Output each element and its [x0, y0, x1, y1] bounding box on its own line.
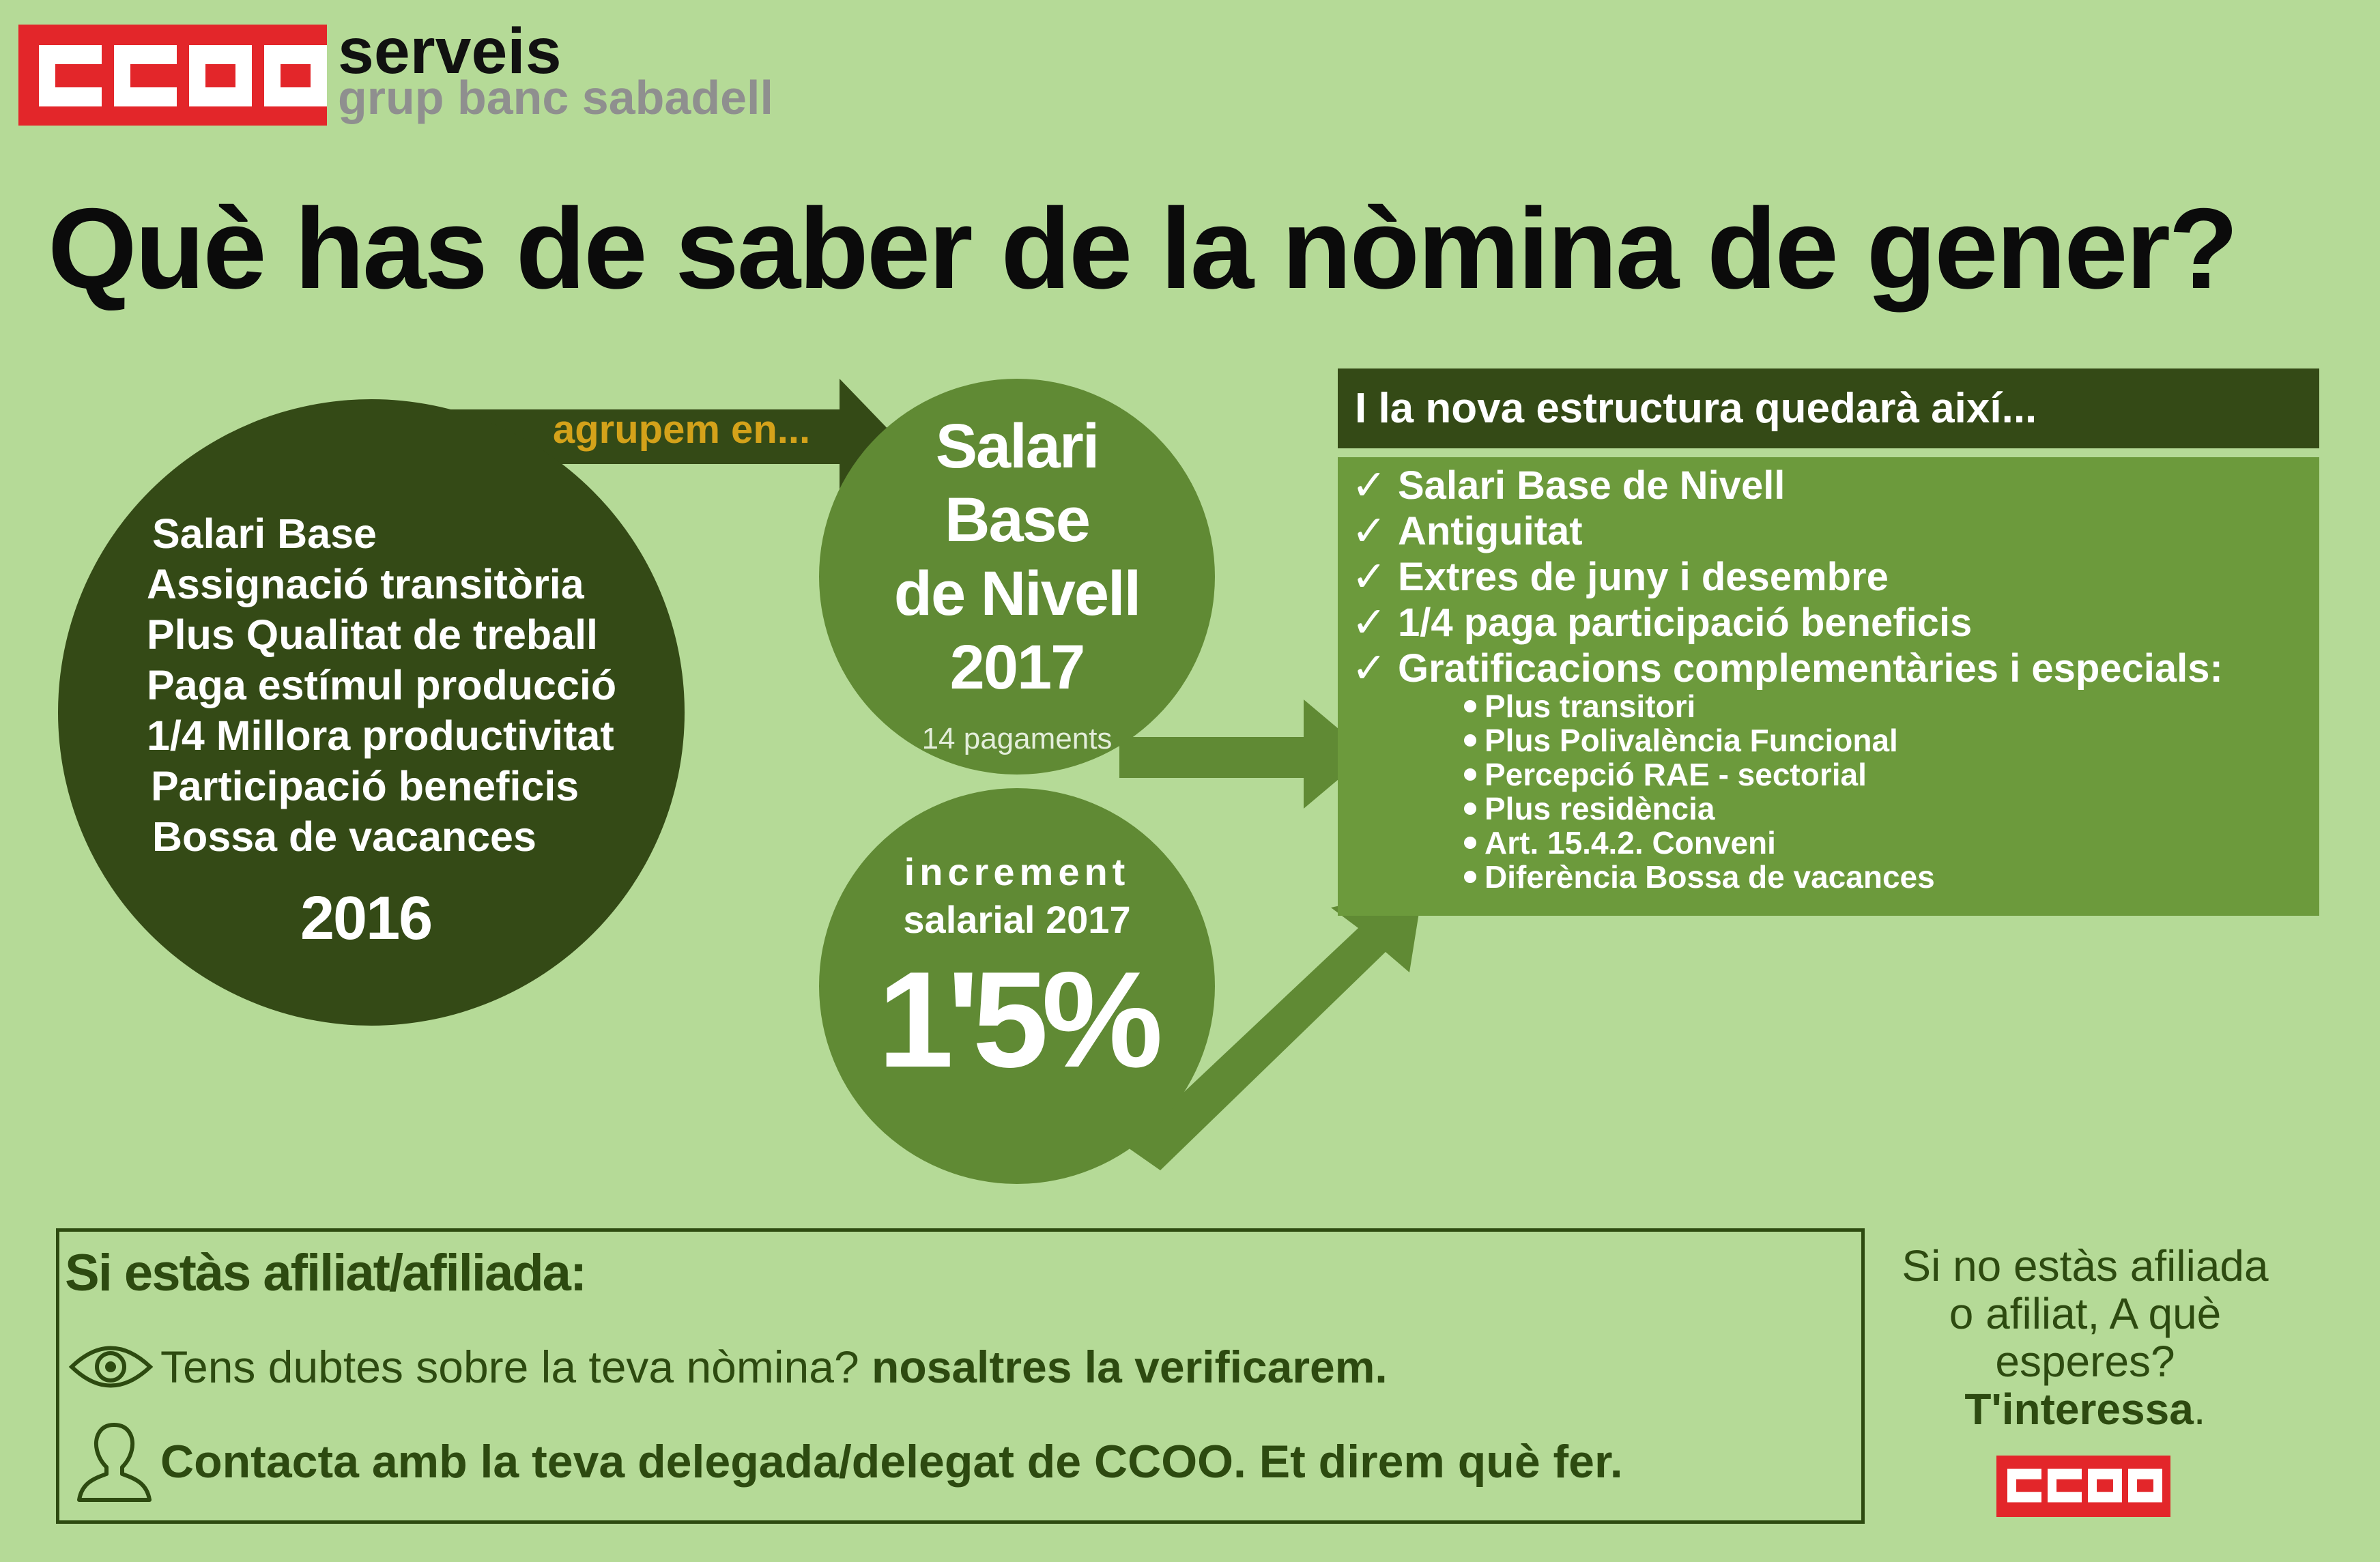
structure-heading: I la nova estructura quedarà així... [1338, 368, 2319, 448]
join-cta [1860, 1242, 2310, 1433]
brand-name: serveis [338, 15, 562, 87]
check-label: Gratificacions complementàries i especials: [1398, 646, 2223, 691]
bullet-icon [1464, 700, 1476, 712]
list-item: Bossa de vacances [152, 813, 536, 860]
afiliat-question: Tens dubtes sobre la teva nòmina? [160, 1342, 859, 1392]
brand-subtitle: grup banc sabadell [338, 71, 773, 124]
bullet-label: Plus transitori [1485, 689, 1696, 724]
page-title: Què has de saber de la nòmina de gener? [48, 184, 2237, 313]
list-item: Paga estímul producció [147, 662, 617, 708]
cta-strong[interactable]: T'interessa [1964, 1385, 2194, 1434]
check-item [1351, 508, 2223, 554]
bullet-item [1464, 723, 1935, 757]
bullet-icon [1464, 768, 1476, 781]
list-item: Salari Base [152, 510, 377, 557]
bullet-label: Art. 15.4.2. Conveni [1485, 825, 1776, 860]
cta-line: o afiliat, A què [1949, 1289, 2222, 1338]
ccoo-mini-logo [1996, 1456, 2170, 1517]
structure-bullets [1464, 689, 1935, 894]
check-label: Extres de juny i desembre [1398, 555, 1889, 599]
check-icon: ✓ [1351, 645, 1387, 692]
salari-year: 2017 [949, 633, 1085, 702]
eye-icon [68, 1336, 154, 1398]
increment-label: salarial 2017 [903, 898, 1131, 941]
check-icon: ✓ [1351, 553, 1387, 601]
afiliat-line-contact: Contacta amb la teva delegada/delegat de CCOO. Et direm què fer. [160, 1436, 1623, 1488]
list-2016 [147, 508, 616, 862]
cta-period: . [2193, 1385, 2206, 1434]
cta-line: esperes? [1995, 1337, 2175, 1386]
afiliat-title: Si estàs afiliat/afiliada: [65, 1244, 586, 1302]
check-icon: ✓ [1351, 508, 1387, 555]
bullet-icon [1464, 802, 1476, 815]
bullet-item [1464, 792, 1935, 826]
structure-checklist [1351, 463, 2223, 691]
bullet-icon [1464, 837, 1476, 849]
bullet-item [1464, 826, 1935, 860]
logo-letter-o [2128, 1468, 2162, 1503]
list-item: 1/4 Millora productivitat [147, 712, 614, 759]
year-2016: 2016 [300, 884, 432, 953]
logo-letter-c [2048, 1468, 2082, 1503]
afiliat-verify-strong: nosaltres la verificarem. [872, 1342, 1388, 1392]
bullet-label: Percepció RAE - sectorial [1485, 757, 1867, 792]
bullet-label: Diferència Bossa de vacances [1485, 859, 1935, 895]
check-item [1351, 646, 2223, 691]
bullet-label: Plus residència [1485, 791, 1715, 826]
bullet-item [1464, 860, 1935, 894]
person-icon [75, 1419, 154, 1505]
bullet-item [1464, 689, 1935, 723]
check-item [1351, 554, 2223, 600]
logo-letter-c [2007, 1468, 2041, 1503]
check-label: 1/4 paga participació beneficis [1398, 601, 1973, 645]
bullet-item [1464, 757, 1935, 792]
increment-word: increment [904, 850, 1130, 893]
salari-base-title [819, 409, 1215, 704]
list-item: Participació beneficis [151, 763, 579, 809]
check-icon: ✓ [1351, 599, 1387, 646]
check-icon: ✓ [1351, 462, 1387, 509]
logo-letter-o [2088, 1468, 2122, 1503]
bullet-icon [1464, 734, 1476, 747]
check-item [1351, 600, 2223, 646]
bullet-label: Plus Polivalència Funcional [1485, 723, 1898, 758]
check-label: Salari Base de Nivell [1398, 463, 1786, 508]
check-label: Antiguitat [1398, 509, 1583, 553]
check-item [1351, 463, 2223, 508]
cta-strong-line [1860, 1385, 2310, 1433]
increment-value: 1'5% [878, 944, 1156, 1096]
afiliat-line-verify [160, 1341, 1388, 1393]
salari-line: Salari [935, 411, 1099, 481]
pagaments-note: 14 pagaments [921, 722, 1113, 755]
arrow-label: agrupem en... [553, 407, 811, 452]
salari-line: de Nivell [893, 559, 1141, 628]
list-item: Plus Qualitat de treball [147, 611, 598, 658]
bullet-icon [1464, 871, 1476, 883]
list-item: Assignació transitòria [147, 561, 584, 607]
cta-line: Si no estàs afiliada [1902, 1241, 2269, 1290]
salari-line: Base [945, 485, 1089, 555]
